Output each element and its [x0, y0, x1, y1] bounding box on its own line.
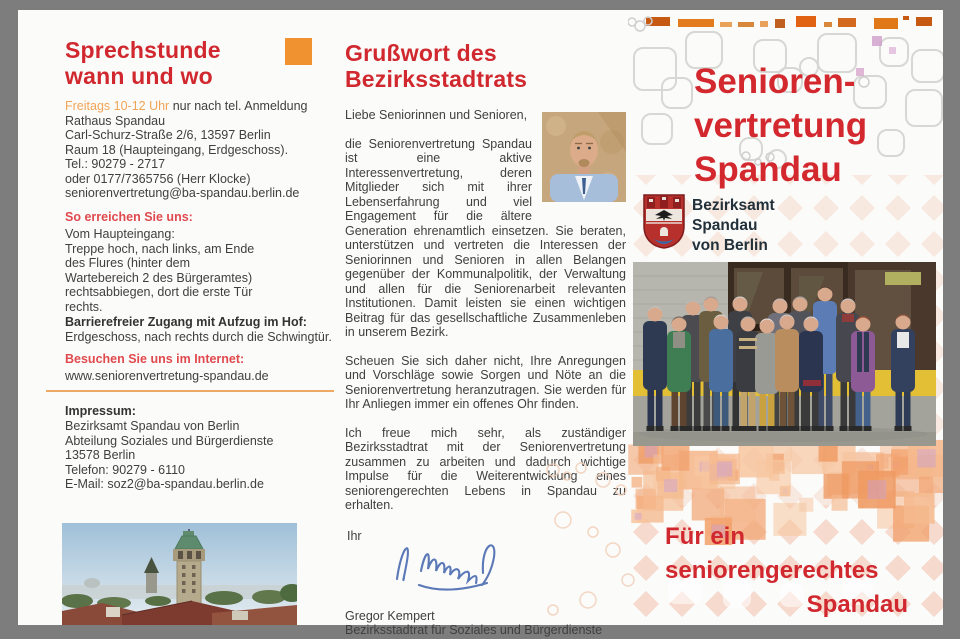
- signature-image: [387, 523, 517, 601]
- directions-line: Vom Haupteingang:: [65, 227, 175, 241]
- address-line: Carl-Schurz-Straße 2/6, 13597 Berlin: [65, 128, 271, 142]
- address-line: Rathaus Spandau: [65, 113, 166, 128]
- signer-name: Gregor Kempert: [345, 608, 435, 623]
- slogan-line2: seniorengerechtes: [665, 557, 879, 584]
- impressum-line: Abteilung Soziales und Bürgerdienste: [65, 433, 274, 448]
- barrier-free-block: [65, 315, 350, 345]
- directions-line: des Flures (hinter dem: [65, 256, 191, 270]
- greeting-paragraph-1: die Seniorenvertretung Spandau ist eine aktive Interessenvertretung, deren Mitglieder sich mit ihrer Lebenserfahrung und viel Engagement für die ältere Generation ehrenamtlich einsetzen. Sie beraten, unterstützen und vertreten die Interessen der Seniorinnen und Senioren in allen Belangen gegenüber der Kommunalpolitik, der Verwaltung und allen für die Seniorenarbeit relevanten Institutionen. Damit leisten sie einen wichtigen Beitrag für das gesellschaftliche Zusammenleben in unserem Bezirk.: [345, 136, 626, 339]
- impressum-block: [65, 404, 330, 492]
- greeting-paragraph-3: Ich freue mich sehr, als zuständiger Bezirksstadtrat mit der Seniorenvertretung zusammen zu arbeiten und dadurch wichtige Impulse für die Weiterentwicklung eines seniorengerechten Lebens in Spandau zu erhalten.: [345, 425, 626, 512]
- impressum-line: 13578 Berlin: [65, 448, 136, 462]
- closing-word: Ihr: [347, 528, 362, 543]
- greeting-paragraph-2: Scheuen Sie sich daher nicht, Ihre Anregungen und Vorschläge sowie Sorgen und Nöte an die Seniorenvertretung heranzutragen. Sie werden für Ihr Anliegen immer ein offenes Ohr finden.: [345, 353, 626, 411]
- cover-title-line1: Senioren-: [694, 62, 856, 101]
- authority-block: [692, 196, 852, 256]
- office-hours: Freitags 10-12 Uhr: [65, 99, 170, 113]
- internet-block: [65, 352, 330, 384]
- directions-line: rechts.: [65, 299, 103, 314]
- middle-column-title: [345, 40, 615, 92]
- directions-line: rechtsabbiegen, dort die erste Tür: [65, 285, 253, 299]
- divider-line: [46, 390, 334, 392]
- cover-panel: [628, 10, 943, 625]
- cover-title-line2: vertretung: [694, 106, 868, 145]
- town-hall-illustration: [62, 523, 297, 625]
- website-url: www.seniorenvertretung-spandau.de: [65, 369, 269, 383]
- orange-square-accent: [285, 38, 312, 65]
- directions-block: [65, 210, 330, 314]
- authority-line1: Bezirksamt: [692, 197, 775, 214]
- slogan-line3: Spandau: [806, 591, 908, 618]
- phone-line-alt: oder 0177/7365756 (Herr Klocke): [65, 171, 251, 186]
- authority-line3: von Berlin: [692, 237, 768, 254]
- directions-line: Treppe hoch, nach links, am Ende: [65, 241, 255, 256]
- signer-title: Bezirksstadtrat für Soziales und Bürgerdienste: [345, 623, 603, 637]
- left-title-line2: wann und wo: [65, 63, 213, 89]
- left-title-line1: Sprechstunde: [65, 37, 221, 63]
- cover-slogan: [665, 520, 908, 622]
- greeting-title-line2: Bezirksstadtrats: [345, 66, 528, 92]
- portrait-photo: [542, 112, 626, 202]
- office-hours-note: nur nach tel. Anmeldung: [169, 99, 308, 113]
- group-photo-illustration: [633, 262, 936, 446]
- internet-heading: Besuchen Sie uns im Internet:: [65, 352, 245, 366]
- email-line: seniorenvertretung@ba-spandau.berlin.de: [65, 186, 300, 200]
- impressum-line: Telefon: 90279 - 6110: [65, 462, 186, 477]
- barrier-free-text: Erdgeschoss, nach rechts durch die Schwingtür.: [65, 330, 332, 344]
- barrier-free-heading: Barrierefreier Zugang mit Aufzug im Hof:: [65, 315, 307, 329]
- portrait-illustration: [542, 112, 626, 202]
- brochure-page: [18, 10, 943, 637]
- town-hall-photo: [62, 523, 297, 625]
- impressum-line: Bezirksamt Spandau von Berlin: [65, 419, 240, 433]
- salutation: Liebe Seniorinnen und Senioren,: [345, 108, 528, 122]
- impressum-line: E-Mail: soz2@ba-spandau.berlin.de: [65, 477, 264, 491]
- spandau-coat-of-arms: [641, 192, 687, 250]
- authority-line2: Spandau: [692, 217, 758, 234]
- slogan-line1: Für ein: [665, 523, 746, 550]
- group-photo: [633, 262, 936, 446]
- contact-block: [65, 99, 330, 201]
- directions-heading: So erreichen Sie uns:: [65, 210, 193, 224]
- address-line: Raum 18 (Haupteingang, Erdgeschoss).: [65, 142, 289, 157]
- impressum-heading: Impressum:: [65, 404, 136, 418]
- cover-title: [694, 60, 924, 192]
- directions-line: Wartebereich 2 des Bürgeramtes): [65, 270, 253, 285]
- left-column-title: [65, 37, 295, 89]
- decorative-bubbles: [533, 460, 643, 620]
- cover-title-line3: Spandau: [694, 150, 842, 189]
- greeting-title-line1: Grußwort des: [345, 40, 497, 66]
- phone-line: Tel.: 90279 - 2717: [65, 157, 166, 171]
